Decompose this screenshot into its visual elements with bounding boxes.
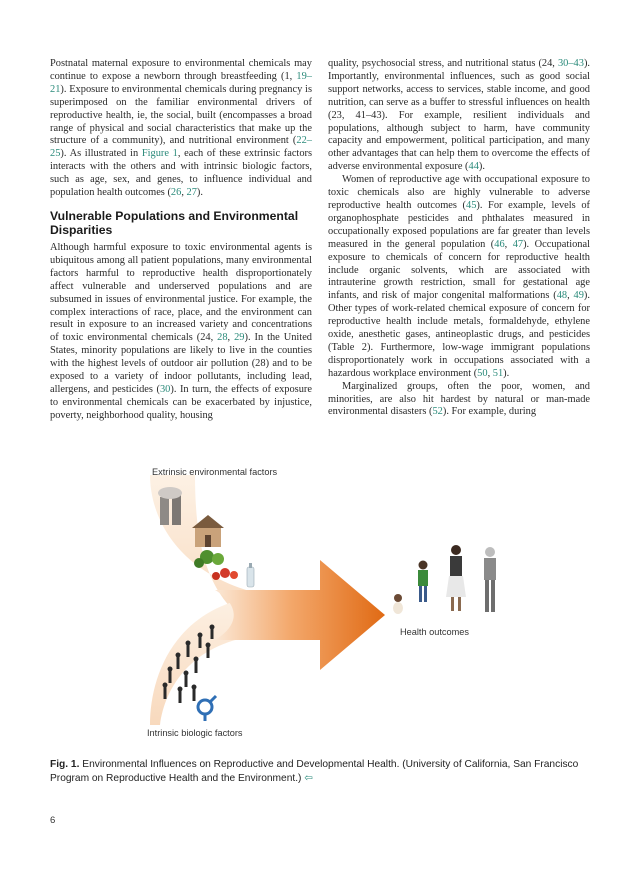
section-heading: Vulnerable Populations and Environmental Disparities [50, 208, 299, 237]
citation-link[interactable]: 22–25 [50, 135, 312, 160]
child-figure-icon [418, 561, 428, 603]
left-column [50, 58, 312, 423]
citation-link[interactable]: 26 [170, 187, 182, 199]
citation-link[interactable]: 28 [217, 332, 228, 344]
extrinsic-label: Extrinsic environmental factors [152, 467, 278, 477]
citation-link[interactable]: Figure 1 [141, 148, 178, 160]
baby-figure-icon [393, 594, 403, 614]
citation-link[interactable]: 45 [466, 199, 477, 211]
health-outcomes-label: Health outcomes [400, 627, 469, 637]
woman-figure-icon [446, 545, 466, 611]
citation-link[interactable]: 29 [234, 332, 245, 344]
right-paragraph-1: quality, psychosocial stress, and nutritional status (24, 30–43). Importantly, environmental influences, such as good social support networks, access to services, stable income, and good nutrition, can serve as a buffer to stressful influences on health (23, 41–43). For example, resilient individuals and populations, although subject to harm, have community capacity and empowerment, political participation, and many other advantages that can help them to overcome the effects of adverse environmental exposure (44). [328, 58, 590, 173]
page-number: 6 [50, 815, 56, 826]
left-paragraph-1: Postnatal maternal exposure to environmental chemicals may continue to expose a newborn through breastfeeding (1, 19–21). Exposure to environmental chemicals during pregnancy is superimposed on the familiar environmental drivers of reproductive health, ie, the social, built (encompasses a broad range of physical and social characteristics that make up the structure of a community), and nutritional environment (22–25). As illustrated in Figure 1, each of these extrinsic factors interacts with the others and with intrinsic biologic factors, such as age, sex, and genes, to influence individual and population health outcomes (26, 27). [50, 58, 313, 199]
citation-link[interactable]: 44 [468, 161, 479, 173]
figure-caption [50, 758, 595, 786]
citation-link[interactable]: 49 [573, 290, 584, 302]
citation-link[interactable]: 27 [186, 187, 197, 199]
gender-symbol-icon [198, 696, 216, 721]
older-woman-figure-icon [484, 547, 496, 612]
right-paragraph-3: Marginalized groups, often the poor, women, and minorities, are also hit hardest by natural or man-made environmental disasters (52). For example, during [328, 380, 590, 418]
citation-link[interactable]: 52 [432, 406, 443, 418]
citation-link[interactable]: 30–43 [557, 58, 584, 69]
left-paragraph-2: Although harmful exposure to toxic environmental agents is ubiquitous among all patient populations, many environmental factors harmful to reproductive health disproportionately affect vulnerable and underserved populations and are subsumed in issues of environmental justice. For example, the complex interactions of race, place, and the environment can result in exposure to an increased variety and concentrations of toxic environmental chemicals (24, 28, 29). In the United States, minority populations are likely to live in the counties with the highest levels of outdoor air pollution (28) and to be exposed to a variety of indoor pollutants, including lead, allergens, and pesticides (30). In turn, the effects of exposure to environmental chemicals can be exacerbated by injustice, poverty, neighborhood quality, housing [50, 241, 312, 421]
citation-link[interactable]: 19–21 [50, 70, 312, 95]
right-column [328, 58, 590, 419]
outcome-arrow [215, 560, 385, 670]
caption-label: Fig. 1. [50, 759, 80, 770]
bottle-icon [247, 563, 254, 587]
caption-text: Environmental Influences on Reproductive and Developmental Health. (University of California, San Francisco Program on Reproductive Health and the Environment.) [50, 759, 579, 784]
food-icon [212, 568, 238, 580]
citation-link[interactable]: 51 [492, 367, 504, 379]
citation-link[interactable]: 46 [494, 238, 505, 250]
right-paragraph-2: Women of reproductive age with occupational exposure to toxic chemicals also are highly vulnerable to adverse reproductive health outcomes (45). For example, levels of organophosphate pesticides and phthalates measured in occupationally exposed populations are far greater than levels measured in the general population (46, 47). Occupational exposure to chemicals of concern for reproductive health include organic solvents, which are associated with intrauterine growth restriction, small for gestational age infants, and risk of major congenital malformations (48, 49). Other types of work-related chemical exposure of concern for reproductive health include metals, formaldehyde, ethylene oxide, anesthetic gases, antineoplastic drugs, and pesticides (Table 2). Furthermore, low-wage immigrant populations disproportionately work in occupations associated with a hazardous workplace environment (50, 51). [328, 174, 590, 379]
citation-link[interactable]: 48 [556, 290, 568, 302]
citation-link[interactable]: 47 [512, 238, 524, 250]
figure-illustration [0, 455, 638, 755]
intrinsic-label: Intrinsic biologic factors [147, 728, 243, 738]
citation-link[interactable]: 50 [477, 367, 488, 379]
citation-link[interactable]: 30 [159, 383, 171, 395]
figure-1 [0, 455, 638, 755]
back-arrow-icon[interactable]: ⇦ [304, 773, 313, 784]
